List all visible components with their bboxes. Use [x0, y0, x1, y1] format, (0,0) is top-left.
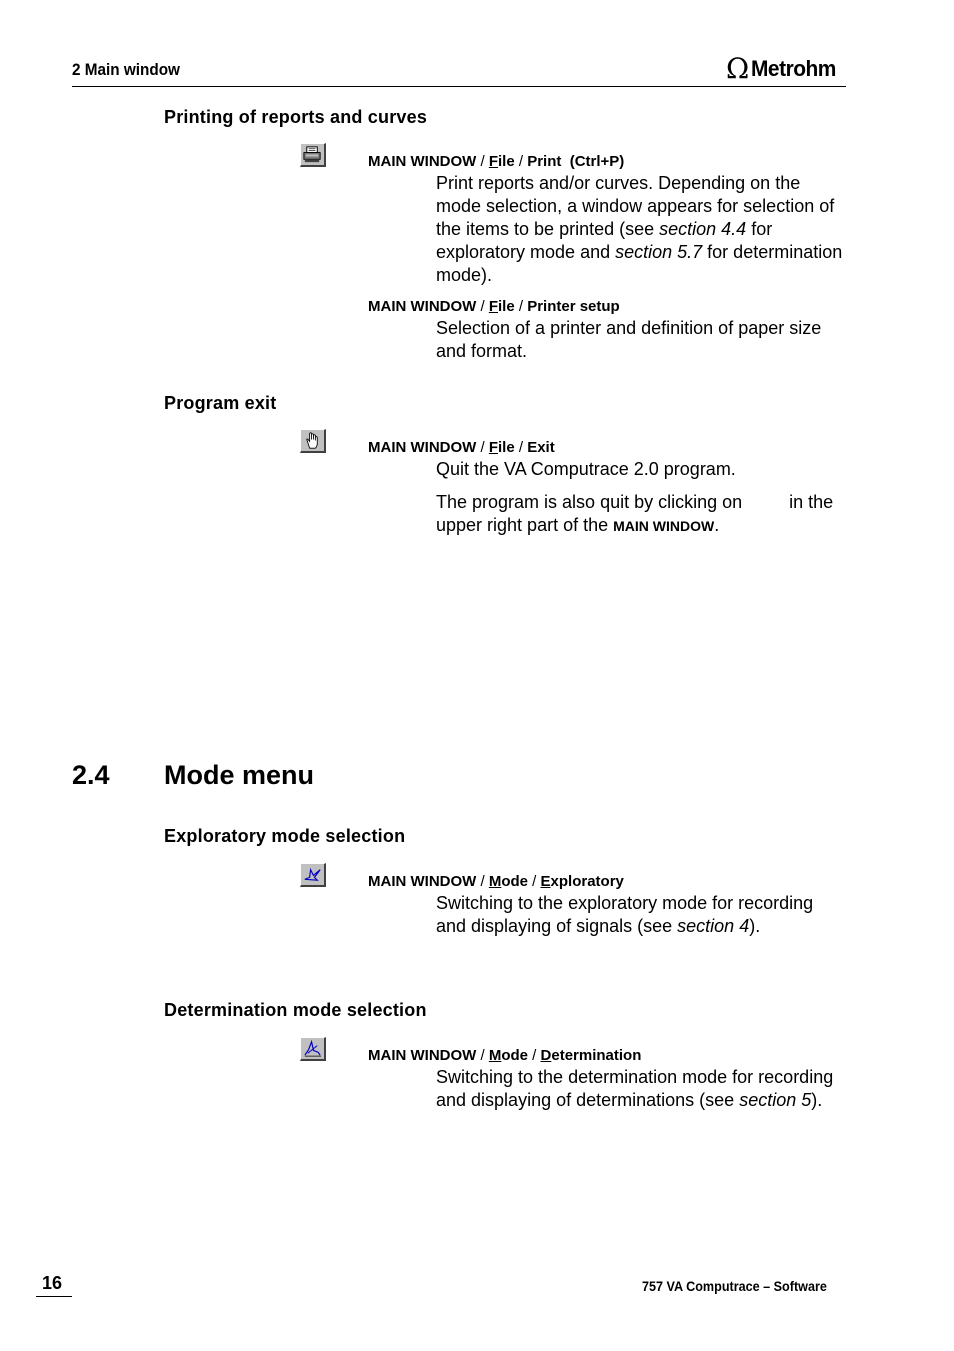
determination-heading: Determination mode selection [164, 1000, 427, 1020]
path-root: MAIN WINDOW [368, 1047, 477, 1064]
path-separator: / [514, 153, 528, 170]
path-separator: / [514, 439, 528, 456]
running-header: 2 Main window [72, 60, 180, 79]
path-menu: ile [498, 439, 515, 456]
footer-document-title: 757 VA Computrace – Software [642, 1278, 827, 1294]
path-item-accesskey: D [540, 1047, 552, 1064]
exploratory-icon[interactable] [300, 863, 326, 887]
determination-description: Switching to the determination mode for recording and displaying of determinations (see section 5). [436, 1067, 834, 1110]
path-menu-accesskey: F [488, 298, 498, 315]
brand-name: Metrohm [751, 56, 837, 81]
path-item: xploratory [550, 873, 624, 890]
path-separator: / [476, 873, 489, 890]
section-reference: section 4 [677, 916, 750, 936]
path-shortcut: (Ctrl+P) [569, 153, 625, 170]
section-reference: section 4.4 [659, 219, 747, 239]
path-menu: ile [498, 298, 515, 315]
section-reference: section 5.7 [615, 242, 703, 262]
printing-heading: Printing of reports and curves [164, 107, 428, 127]
determination-icon[interactable] [300, 1037, 326, 1061]
path-root: MAIN WINDOW [368, 298, 477, 315]
omega-logo-icon: Ω [726, 52, 750, 85]
printer-setup-description: Selection of a printer and definition of paper size and format. [436, 318, 822, 361]
path-menu-accesskey: M [488, 1047, 502, 1064]
exit-note: The program is also quit by clicking on in the upper right part of the MAIN WINDOW. [436, 492, 834, 535]
path-separator: / [514, 298, 528, 315]
path-item: etermination [551, 1047, 642, 1064]
hand-icon[interactable] [300, 429, 326, 453]
section-number: 2.4 [72, 760, 110, 790]
path-item: Print [527, 153, 562, 170]
path-menu: ile [498, 153, 515, 170]
path-menu: ode [501, 873, 528, 890]
path-root: MAIN WINDOW [368, 439, 477, 456]
section-title: Mode menu [164, 760, 315, 790]
exploratory-description: Switching to the exploratory mode for recording and displaying of signals (see section 4). [436, 893, 814, 936]
section-reference: section 5 [739, 1090, 812, 1110]
path-separator: / [476, 153, 489, 170]
main-window-reference: MAIN WINDOW [613, 518, 715, 534]
path-separator: / [528, 1047, 541, 1064]
determination-menu-path [368, 1047, 641, 1064]
printer-icon[interactable] [300, 143, 326, 167]
path-item-accesskey: E [540, 873, 551, 890]
path-separator: / [476, 1047, 489, 1064]
printer-setup-menu-path [368, 298, 620, 315]
path-root: MAIN WINDOW [368, 873, 477, 890]
path-menu-accesskey: F [488, 153, 498, 170]
path-item: Exit [527, 439, 555, 456]
exit-menu-path [368, 439, 555, 456]
path-separator: / [476, 439, 489, 456]
header-divider [72, 86, 846, 87]
print-description: Print reports and/or curves. Depending on the mode selection, a window appears for selection of the items to be printed (see section 4.4 for exploratory mode and section 5.7 for determination mode). [436, 173, 843, 285]
path-menu: ode [501, 1047, 528, 1064]
path-item: Printer setup [527, 298, 620, 315]
path-separator: / [476, 298, 489, 315]
path-separator: / [528, 873, 541, 890]
brand-logo [726, 54, 841, 84]
page-number: 16 [42, 1273, 63, 1293]
print-menu-path [368, 153, 624, 170]
exploratory-heading: Exploratory mode selection [164, 826, 406, 846]
program-exit-heading: Program exit [164, 393, 277, 413]
exit-description: Quit the VA Computrace 2.0 program. [436, 459, 736, 479]
path-root: MAIN WINDOW [368, 153, 477, 170]
path-menu-accesskey: M [488, 873, 502, 890]
path-menu-accesskey: F [488, 439, 498, 456]
exploratory-menu-path [368, 873, 624, 890]
